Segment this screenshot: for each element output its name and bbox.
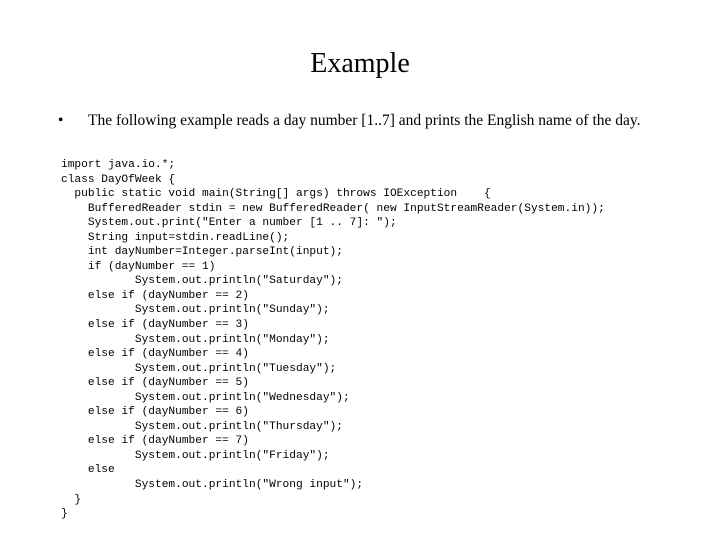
code-line: System.out.println("Tuesday"); [61,362,337,375]
code-line: else if (dayNumber == 2) [61,289,249,302]
code-line: System.out.println("Friday"); [61,449,330,462]
code-line: System.out.println("Monday"); [61,333,330,346]
code-line: } [61,493,82,506]
code-line: public static void main(String[] args) throws IOException { [61,188,491,201]
code-line: int dayNumber=Integer.parseInt(input); [61,246,343,259]
code-line: else if (dayNumber == 7) [61,435,249,448]
code-line: else [61,464,115,477]
code-line: if (dayNumber == 1) [61,260,216,273]
bullet-text: The following example reads a day number [1..7] and prints the English name of the day. [88,112,641,129]
code-line: import java.io.*; [61,159,176,171]
code-line: else if (dayNumber == 3) [61,319,249,332]
slide-title: Example [310,48,410,79]
code-line: System.out.print("Enter a number [1 .. 7]: "); [61,217,397,230]
code-line: System.out.println("Sunday"); [61,304,330,317]
code-line: System.out.println("Wednesday"); [61,391,350,404]
code-line: else if (dayNumber == 5) [61,377,249,390]
code-line: else if (dayNumber == 6) [61,406,249,419]
code-line: class DayOfWeek { [61,173,176,186]
code-line: System.out.println("Saturday"); [61,275,343,288]
bullet-item [58,110,708,132]
bullet-marker: • [58,112,64,129]
code-line: String input=stdin.readLine(); [61,231,290,244]
code-block [61,158,605,522]
code-line: System.out.println("Thursday"); [61,420,343,433]
code-line: System.out.println("Wrong input"); [61,479,364,492]
code-line: else if (dayNumber == 4) [61,348,249,361]
code-line: BufferedReader stdin = new BufferedReader( new InputStreamReader(System.in)); [61,202,605,215]
code-line: } [61,508,68,521]
